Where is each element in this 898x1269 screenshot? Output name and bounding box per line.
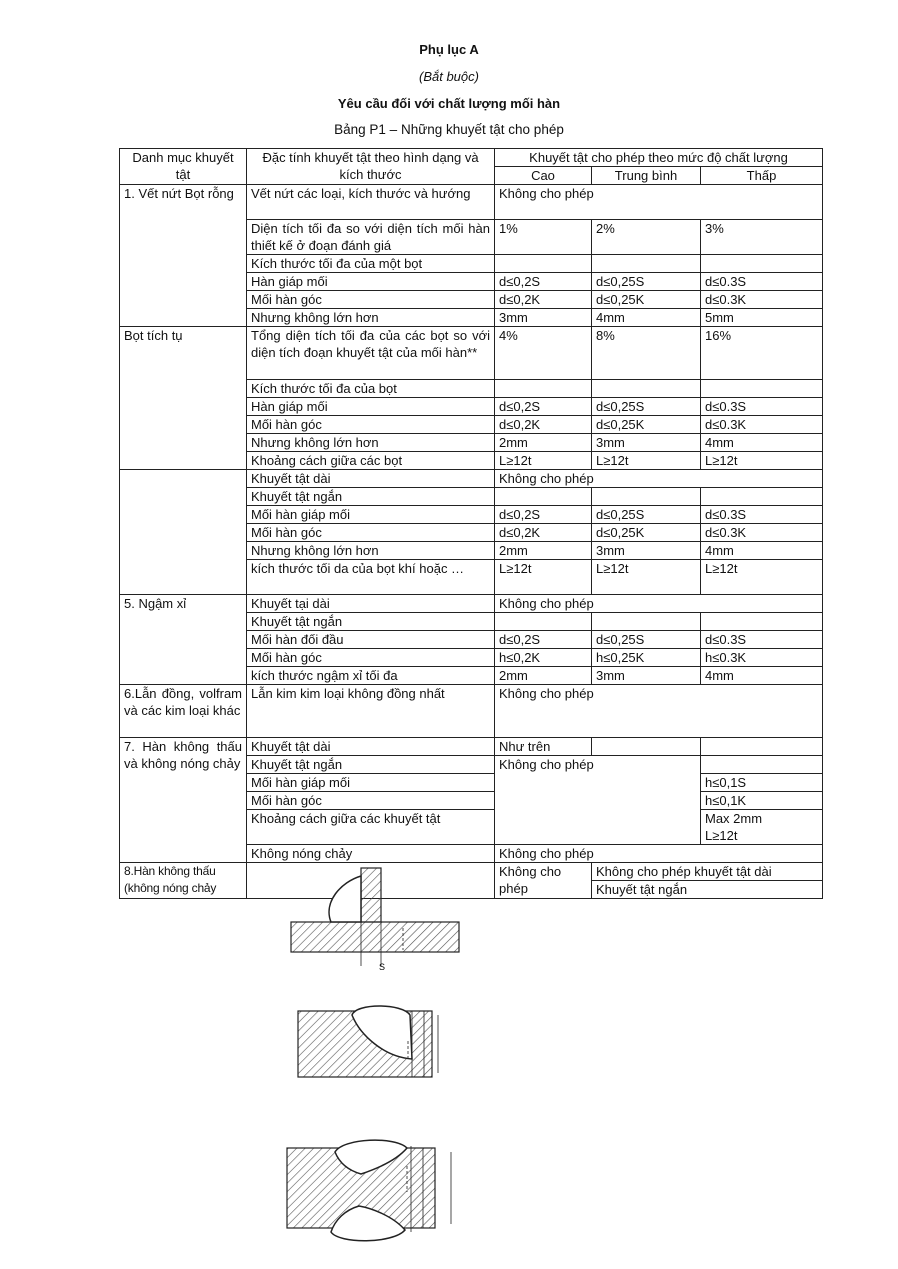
table-row: [120, 470, 823, 488]
description-cell: kích thước tối da của bọt khí hoặc …: [247, 560, 495, 595]
value-cell: 2mm: [495, 542, 592, 560]
value-cell: d≤0.3K: [701, 524, 823, 542]
value-cell: [701, 255, 823, 273]
value-cell: d≤0,2S: [495, 506, 592, 524]
value-cell: Không cho phép: [495, 685, 823, 738]
value-cell: Không cho phép: [495, 185, 823, 220]
value-cell: Khuyết tật ngắn: [592, 881, 823, 899]
value-cell: 4%: [495, 327, 592, 380]
value-cell: 3mm: [592, 542, 701, 560]
value-cell: L≥12t: [495, 452, 592, 470]
value-cell: d≤0,25K: [592, 524, 701, 542]
value-cell: d≤0,2S: [495, 631, 592, 649]
value-cell: [701, 738, 823, 756]
description-cell: Mối hàn góc: [247, 416, 495, 434]
value-cell: 2mm: [495, 667, 592, 685]
category-cell: 8.Hàn không thấu (không nóng chảy: [120, 863, 247, 899]
value-cell: [495, 255, 592, 273]
description-cell: Hàn giáp mối: [247, 273, 495, 291]
value-cell: 4mm: [701, 667, 823, 685]
table-row: [120, 863, 823, 881]
table-caption: Bảng P1 – Những khuyết tật cho phép: [334, 122, 564, 137]
value-line: Max 2mm: [705, 811, 763, 826]
value-cell: 5mm: [701, 309, 823, 327]
value-cell: Không cho phép: [495, 863, 592, 899]
double-butt-weld-figure: [283, 1136, 463, 1244]
value-cell: d≤0,2K: [495, 416, 592, 434]
description-cell: Hàn giáp mối: [247, 398, 495, 416]
description-cell: Nhưng không lớn hơn: [247, 542, 495, 560]
value-cell: d≤0.3S: [701, 273, 823, 291]
header-low: Thấp: [701, 167, 823, 185]
value-cell: [592, 488, 701, 506]
value-cell: d≤0,25S: [592, 631, 701, 649]
value-cell: d≤0,25S: [592, 398, 701, 416]
value-cell: h≤0.3K: [701, 649, 823, 667]
description-cell: Nhưng không lớn hơn: [247, 309, 495, 327]
description-cell: Mối hàn giáp mối: [247, 774, 495, 792]
table-row: [120, 327, 823, 380]
description-cell: Khuyết tật dài: [247, 470, 495, 488]
value-cell: [701, 613, 823, 631]
fillet-weld-figure: [285, 866, 465, 976]
weld-bead: [329, 876, 361, 922]
description-cell: Mối hàn góc: [247, 291, 495, 309]
value-cell: 2%: [592, 220, 701, 255]
value-cell: Không cho phép: [495, 845, 823, 863]
description-cell: Kích thước tối đa của bọt: [247, 380, 495, 398]
value-cell: [592, 738, 701, 756]
header-category: Danh mục khuyết tật: [120, 149, 247, 185]
description-cell: Khuyết tật ngắn: [247, 613, 495, 631]
value-cell: L≥12t: [592, 452, 701, 470]
description-cell: Khuyết tật ngắn: [247, 488, 495, 506]
value-cell: d≤0.3K: [701, 291, 823, 309]
table-row: [120, 738, 823, 756]
value-cell: [592, 380, 701, 398]
description-cell: Khuyết tại dài: [247, 595, 495, 613]
description-cell: Không nóng chảy: [247, 845, 495, 863]
description-cell: Tổng diện tích tối đa của các bọt so với diện tích đoạn khuyết tật của mối hàn**: [247, 327, 495, 380]
header-medium: Trung bình: [592, 167, 701, 185]
category-cell: 1. Vết nứt Bọt rỗng: [120, 185, 247, 327]
value-cell: L≥12t: [495, 560, 592, 595]
description-cell: Lẫn kim kim loại không đồng nhất: [247, 685, 495, 738]
description-cell: Khoảng cách giữa các khuyết tật: [247, 810, 495, 845]
value-cell: d≤0,25K: [592, 416, 701, 434]
value-cell: d≤0,25S: [592, 506, 701, 524]
value-cell: 3mm: [495, 309, 592, 327]
dimension-label: S: [379, 962, 386, 972]
value-cell: Không cho phép: [495, 756, 701, 845]
header-quality-group: Khuyết tật cho phép theo mức độ chất lượng: [495, 149, 823, 167]
appendix-subtitle: (Bắt buộc): [419, 69, 479, 84]
table-row: [120, 595, 823, 613]
value-cell: [495, 488, 592, 506]
value-cell: h≤0,1K: [701, 792, 823, 810]
value-cell: 2mm: [495, 434, 592, 452]
value-cell: Không cho phép: [495, 595, 823, 613]
value-cell: Như trên: [495, 738, 592, 756]
value-line: L≥12t: [705, 828, 738, 843]
value-cell: 3%: [701, 220, 823, 255]
category-cell: 7. Hàn không thấu và không nóng chảy: [120, 738, 247, 863]
value-cell: h≤0,25K: [592, 649, 701, 667]
value-cell: L≥12t: [592, 560, 701, 595]
category-cell: Bọt tích tụ: [120, 327, 247, 470]
value-cell: 4mm: [592, 309, 701, 327]
value-cell: L≥12t: [701, 452, 823, 470]
description-cell: Mối hàn giáp mối: [247, 506, 495, 524]
category-cell: 5. Ngậm xỉ: [120, 595, 247, 685]
value-cell: d≤0,2S: [495, 273, 592, 291]
value-cell: [701, 810, 823, 845]
butt-weld-figure: [294, 1001, 454, 1081]
appendix-title: Phụ lục A: [419, 42, 479, 57]
value-cell: 3mm: [592, 434, 701, 452]
value-cell: 4mm: [701, 434, 823, 452]
value-cell: 4mm: [701, 542, 823, 560]
category-cell: [120, 470, 247, 595]
header-characteristics: Đặc tính khuyết tật theo hình dạng và kích thước: [247, 149, 495, 185]
value-cell: [701, 756, 823, 774]
header-high: Cao: [495, 167, 592, 185]
description-cell: Kích thước tối đa của một bọt: [247, 255, 495, 273]
value-cell: d≤0.3S: [701, 631, 823, 649]
value-cell: [495, 613, 592, 631]
value-cell: d≤0,2K: [495, 524, 592, 542]
table-row: [120, 685, 823, 738]
description-cell: Mối hàn góc: [247, 792, 495, 810]
description-cell: Mối hàn góc: [247, 649, 495, 667]
description-cell: Mối hàn đối đầu: [247, 631, 495, 649]
value-cell: [592, 613, 701, 631]
description-cell: Khoảng cách giữa các bọt: [247, 452, 495, 470]
value-cell: h≤0,1S: [701, 774, 823, 792]
description-cell: Vết nứt các loại, kích thước và hướng: [247, 185, 495, 220]
value-cell: d≤0,2S: [495, 398, 592, 416]
table-header-row: [120, 149, 823, 167]
value-cell: d≤0.3S: [701, 506, 823, 524]
description-cell: Khuyết tật dài: [247, 738, 495, 756]
value-cell: 8%: [592, 327, 701, 380]
defect-table: [119, 148, 823, 899]
value-cell: [701, 488, 823, 506]
value-cell: d≤0,2K: [495, 291, 592, 309]
value-cell: [701, 380, 823, 398]
value-cell: d≤0,25K: [592, 291, 701, 309]
value-cell: 3mm: [592, 667, 701, 685]
value-cell: Không cho phép: [495, 470, 823, 488]
vertical-plate: [361, 868, 381, 922]
table-row: [120, 185, 823, 220]
description-cell: kích thước ngậm xỉ tối đa: [247, 667, 495, 685]
description-cell: Khuyết tật ngắn: [247, 756, 495, 774]
value-cell: [592, 255, 701, 273]
description-cell: Nhưng không lớn hơn: [247, 434, 495, 452]
section-heading: Yêu cầu đối với chất lượng mối hàn: [337, 96, 561, 111]
value-cell: 16%: [701, 327, 823, 380]
value-cell: [495, 380, 592, 398]
description-cell: Mối hàn góc: [247, 524, 495, 542]
value-cell: h≤0,2K: [495, 649, 592, 667]
value-cell: d≤0.3K: [701, 416, 823, 434]
description-cell: Diện tích tối đa so với diện tích mối hàn thiết kế ở đoạn đánh giá: [247, 220, 495, 255]
value-cell: Không cho phép khuyết tật dài: [592, 863, 823, 881]
value-cell: L≥12t: [701, 560, 823, 595]
value-cell: d≤0.3S: [701, 398, 823, 416]
value-cell: 1%: [495, 220, 592, 255]
value-cell: d≤0,25S: [592, 273, 701, 291]
base-plate: [291, 922, 459, 952]
category-cell: 6.Lẫn đồng, volfram và các kim loại khác: [120, 685, 247, 738]
